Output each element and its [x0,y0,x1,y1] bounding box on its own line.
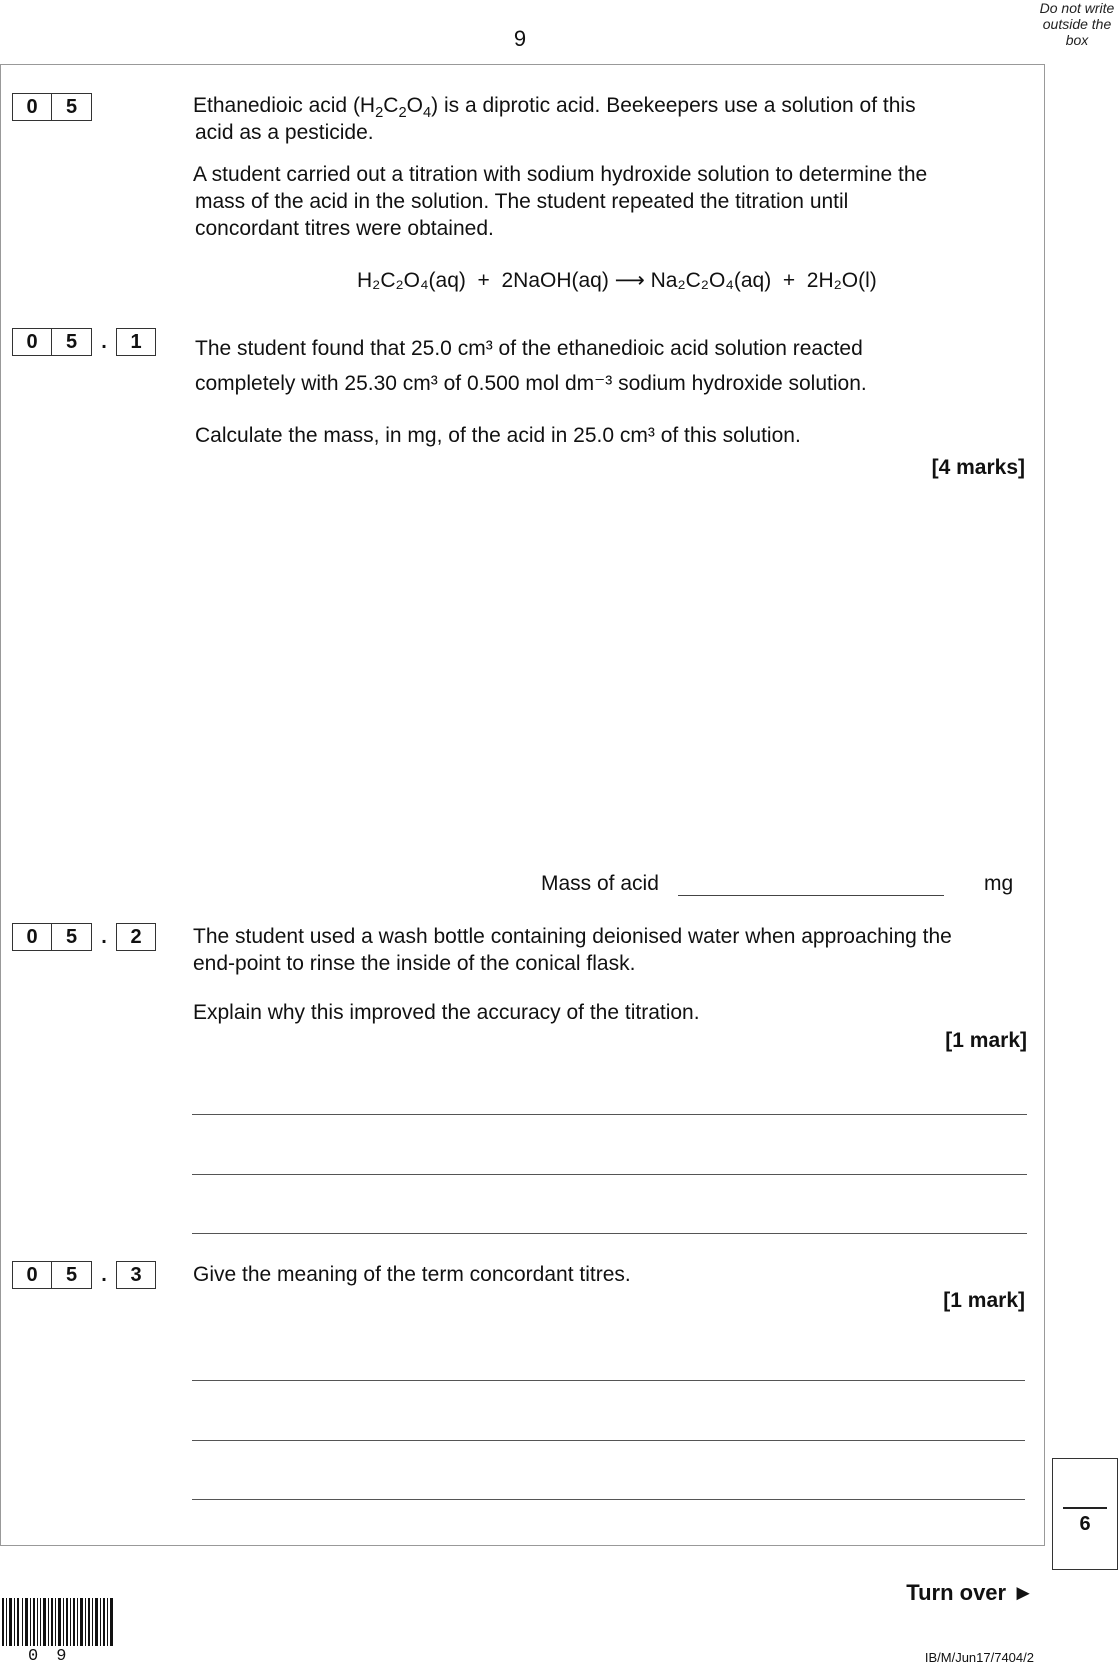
q05-para-line: A student carried out a titration with sodium hydroxide solution to determine the [193,163,928,186]
q05-2-stem [193,923,1033,1026]
margin-note-line: outside the [1042,16,1112,32]
page-number: 9 [513,26,527,51]
digit-box: 3 [116,1261,156,1289]
question-number-05-1 [12,328,156,356]
question-number-05-3 [12,1261,156,1289]
answer-line[interactable] [192,1174,1027,1175]
dot-separator: . [101,1263,107,1286]
digit-box: 0 [12,93,52,121]
digit-box: 2 [116,923,156,951]
q05-1-line: completely with 25.30 cm³ of 0.500 mol dm⁻³ sodium hydroxide solution. [195,372,867,395]
q05-intro [193,92,1023,146]
barcode-image [2,1598,114,1646]
margin-note [1036,0,1118,48]
q05-intro-text: Ethanedioic acid (H [193,94,376,117]
q05-2-marks: [1 mark] [945,1029,1027,1052]
answer-line[interactable] [192,1233,1027,1234]
q05-2-line: The student used a wash bottle containing deionised water when approaching the [193,925,952,948]
q05-1-marks: [4 marks] [931,456,1025,479]
formula-subscript: $_2C_2O_4$ [375,94,432,122]
q05-3-marks: [1 mark] [943,1289,1025,1312]
score-box [1052,1458,1118,1570]
digit-box: 0 [12,923,52,951]
q05-3-stem: Give the meaning of the term concordant titres. [193,1263,631,1286]
margin-note-line: box [1065,32,1089,48]
margin-note-line: Do not write [1039,0,1115,16]
score-value: 6 [1079,1513,1091,1535]
answer-line[interactable] [192,1380,1025,1381]
paper-reference: IB/M/Jun17/7404/2 [924,1650,1034,1665]
q05-1-line: Calculate the mass, in mg, of the acid in 25.0 cm³ of this solution. [195,424,801,447]
answer-line[interactable] [192,1499,1025,1500]
answer-label: Mass of acid [541,872,659,895]
q05-para-line: mass of the acid in the solution. The student repeated the titration until [195,190,849,213]
answer-line[interactable] [192,1440,1025,1441]
digit-box: 5 [52,923,92,951]
q05-1-stem [195,335,1025,449]
digit-box: 5 [52,93,92,121]
q05-1-line: The student found that 25.0 cm³ of the ethanedioic acid solution reacted [195,337,863,360]
digit-box: 5 [52,328,92,356]
q05-2-line: Explain why this improved the accuracy of the titration. [193,1001,700,1024]
q05-intro-text: acid as a pesticide. [195,121,374,144]
q05-paragraph [193,161,1023,242]
q05-intro-text: ) is a diprotic acid. Beekeepers use a solution of this [431,94,916,117]
dot-separator: . [101,925,107,948]
digit-box: 0 [12,328,52,356]
q05-para-line: concordant titres were obtained. [195,217,494,240]
question-number-05-2 [12,923,156,951]
answer-unit: mg [984,872,1014,895]
chemical-equation: H₂C₂O₄(aq) + 2NaOH(aq) ⟶ Na₂C₂O₄(aq) + 2H₂O(l) [357,269,877,292]
digit-box: 1 [116,328,156,356]
digit-box: 5 [52,1261,92,1289]
score-divider [1063,1507,1107,1509]
turn-over-label: Turn over ► [906,1580,1034,1605]
question-number-05 [12,93,92,121]
dot-separator: . [101,330,107,353]
digit-box: 0 [12,1261,52,1289]
barcode-number: 09 [28,1647,85,1666]
answer-line[interactable] [192,1114,1027,1115]
mass-answer-field[interactable] [678,895,944,896]
q05-2-line: end-point to rinse the inside of the conical flask. [193,952,636,975]
